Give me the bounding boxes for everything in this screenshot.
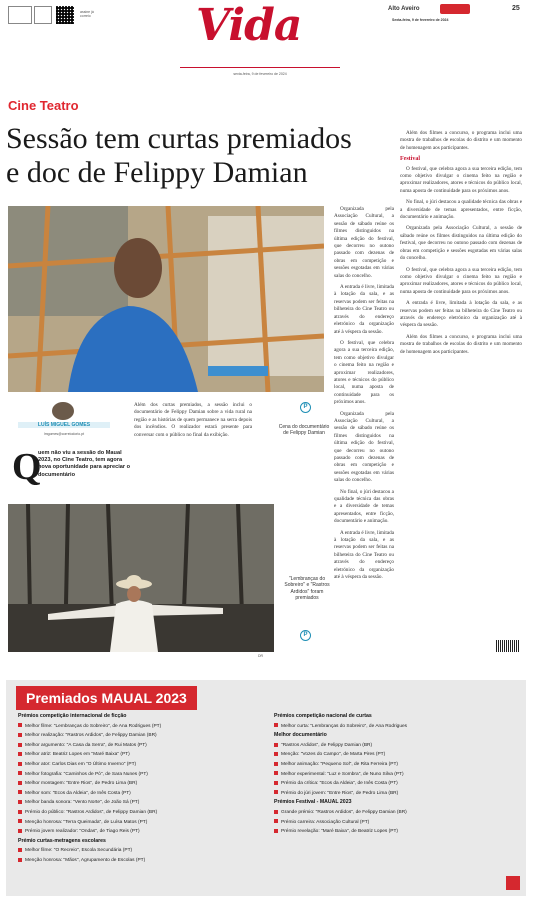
headline-line-1: Sessão tem curtas premiados (6, 122, 352, 155)
second-photo-illustration (8, 504, 274, 652)
column-4-footer-mark (496, 640, 520, 652)
awards-list-1 (18, 722, 268, 837)
awards-banner: Premiados MAUAL 2023 (16, 686, 197, 710)
section-title: Vida (196, 0, 302, 51)
author-avatar (52, 402, 74, 420)
second-photo (8, 504, 274, 652)
award-item: Melhor filme: "Lembranças do Sobreiro", de Ana Rodrigues (PT) (18, 722, 268, 732)
article-kicker: Cine Teatro (8, 98, 79, 113)
caption-1: Cena do documentário de Felippy Damian (278, 424, 330, 437)
award-item: Prémio do público: "Rastros Ardidos", de Felippy Damian (BR) (18, 808, 268, 818)
awards-list-2c (274, 808, 520, 837)
column-4-paragraph-g: Além dos filmes a concurso, o programa inclui uma mostra de trabalhos de escolas do distrito e um momento de homenagem aos participantes. (400, 333, 522, 355)
masthead-tagline: sexta-feira, 9 de fevereiro de 2024 (233, 72, 287, 76)
award-item: Melhor montagem: "Entre Rios", de Pedro Lima (BR) (18, 779, 268, 789)
column-3-paragraph-d: Organizada pela Associação Cultural, a sessão de sábado reúne os filmes distinguidos na última edição do festival, que decorreu no outono passado com dezenas de obras em competição e sessões esgotadas em várias salas do concelho. (334, 410, 394, 484)
main-photo-illustration (8, 206, 324, 392)
award-item: Prémio carreira: Associação Cultural (PT) (274, 818, 520, 828)
weather-box (8, 6, 32, 24)
article-column-4 (400, 130, 522, 634)
awards-column-2 (274, 712, 520, 882)
column-3-paragraph-e: No final, o júri destacou a qualidade técnica das obras e a diversidade de temas apresentados, entre ficção, documentário e animação. (334, 488, 394, 525)
awards-heading-2a: Prémios competição nacional de curtas (274, 713, 372, 719)
photo-credit: DR (258, 654, 264, 658)
awards-heading-2c: Prémios Festival - MAUAL 2023 (274, 799, 352, 806)
page-number: 25 (512, 5, 520, 12)
awards-heading-1: Prémios competição internacional de ficção (18, 713, 127, 719)
award-item: Melhor curta: "Lembranças do Sobreiro", de Ana Rodrigues (274, 722, 520, 732)
award-item: Melhor filme: "O Recreio", Escola Secundária (PT) (18, 846, 268, 856)
column-4-paragraph-f: A entrada é livre, limitada à lotação da sala, e as reservas podem ser feitas na bilheteira do Cine Teatro ou através do endereço eletrónico da organização até à véspera da sessão. (400, 300, 522, 329)
award-item: Prémio revelação: "Maré Baixa", de Beatriz Lopes (PT) (274, 827, 520, 837)
column-3-paragraph-f: A entrada é livre, limitada à lotação da sala, e as reservas podem ser feitas na bilheteira do Cine Teatro ou através do endereço eletrónico da organização até à véspera da sessão. (334, 529, 394, 581)
masthead-small-text: assine já correio (80, 10, 94, 18)
award-item: Melhor realização: "Rastros Ardidos", de Felippy Damian (BR) (18, 731, 268, 741)
award-item: Melhor experimental: "Luz e Sombra", de Nuno Silva (PT) (274, 770, 520, 780)
article-column-3 (334, 206, 394, 656)
award-item: Melhor atriz: Beatriz Lopes em "Maré Baixa" (PT) (18, 750, 268, 760)
award-item: Melhor fotografia: "Caminhos de Pó", de Sara Nunes (PT) (18, 770, 268, 780)
column-3-paragraph-a: Organizada pela Associação Cultural, a sessão de sábado reúne os filmes distinguidos na última edição do festival, que decorreu no outono passado com dezenas de obras em competição e sessões esgotadas em várias salas do concelho. (334, 206, 394, 279)
lead-text: uem não viu a sessão do Maual 2023, no Cine Teatro, tem agora nova oportunidade para apreciar o documentário (38, 450, 130, 478)
column-4-paragraph-a: Além dos filmes a concurso, o programa inclui uma mostra de trabalhos de escolas do distrito e um momento de homenagem aos participantes. (400, 130, 522, 151)
qr-code-icon (56, 6, 74, 24)
column-3-paragraph-b: A entrada é livre, limitada à lotação da sala, e as reservas podem ser feitas na bilheteira do Cine Teatro ou através do endereço eletrónico da organização até à véspera da sessão. (334, 284, 394, 335)
awards-heading-1b: Prémio curtas-metragens escolares (18, 837, 106, 844)
date-line: Sexta-feira, 9 de fevereiro de 2024 (392, 18, 449, 22)
mid-column-text: Além dos curtas premiados, a sessão inclui o documentário de Felippy Damian sobre a vida rural na região e as histórias de quem permanece na serra depois dos incêndios. O realizador estará presente para conversar com o público no final da exibição. (134, 402, 252, 438)
publication-name: Alto Aveiro (388, 6, 420, 12)
masthead-rule (180, 67, 340, 68)
awards-corner-mark (506, 876, 520, 890)
column-4-paragraph-e: O festival, que celebra agora a sua terceira edição, tem como objetivo divulgar o cinema feito na região e aproximar realizadores, atores e técnicos do público local, numa aposta de continuidade para os próximos anos. (400, 266, 522, 295)
lead-dropcap: Q (12, 446, 42, 488)
award-item: Melhor banda sonora: "Vento Norte", de João Sá (PT) (18, 798, 268, 808)
column-3-paragraph-c: O festival, que celebra agora a sua terceira edição, tem como objetivo divulgar o cinema feito na região e aproximar realizadores, atores e técnicos do público local, numa aposta de continuidade para os próximos anos. (334, 339, 394, 406)
publication-logo-icon (440, 4, 470, 14)
awards-list-1b (18, 846, 268, 865)
award-item: Prémio da crítica: "Ecos da Aldeia", de Inês Costa (PT) (274, 779, 520, 789)
caption-2: "Lembranças do Sobreiro" e "Rastros Ardidos" foram premiados (284, 576, 330, 602)
column-4-paragraph-d: Organizada pela Associação Cultural, a sessão de sábado reúne os filmes distinguidos na última edição do festival, que decorreu no outono passado com dezenas de obras em competição e sessões esgotadas em várias salas do concelho. (400, 225, 522, 262)
awards-column-1 (18, 712, 268, 892)
award-item: Menção honrosa: "Mãos", Agrupamento de Escolas (PT) (18, 856, 268, 866)
author-name: LUÍS MIGUEL GOMES (18, 422, 110, 428)
p-marker-icon-1: P (300, 402, 311, 413)
main-photo (8, 206, 324, 392)
award-item: Melhor ator: Carlos Dias em "O Último Inverno" (PT) (18, 760, 268, 770)
award-item: Prémio jovem realizador: "Ondas", de Tiago Reis (PT) (18, 827, 268, 837)
awards-list-2b (274, 741, 520, 799)
award-item: Melhor animação: "Pequeno Sol", de Rita Ferreira (PT) (274, 760, 520, 770)
award-item: Melhor argumento: "A Casa da Serra", de Rui Matos (PT) (18, 741, 268, 751)
awards-heading-2b: Melhor documentário (274, 732, 327, 739)
column-4-paragraph-b: O festival, que celebra agora a sua terceira edição, tem como objetivo divulgar o cinema feito na região e aproximar realizadores, atores e técnicos do público local, numa aposta de continuidade para os próximos anos. (400, 165, 522, 194)
award-item: "Rastros Ardidos", de Felippy Damian (BR) (274, 741, 520, 751)
edition-box (34, 6, 52, 24)
awards-box (6, 680, 526, 896)
headline-line-2: e doc de Felippy Damian (6, 156, 308, 189)
awards-list-2a (274, 722, 520, 732)
award-item: Menção honrosa: "Terra Queimada", de Luísa Matos (PT) (18, 818, 268, 828)
p-marker-icon-2: P (300, 630, 311, 641)
article-headline (6, 122, 426, 190)
award-item: Menção: "Vozes do Campo", de Marta Pires (PT) (274, 750, 520, 760)
column-4-subhead: Festival (400, 156, 420, 163)
column-4-paragraph-c: No final, o júri destacou a qualidade técnica das obras e a diversidade de temas apresentados, entre ficção, documentário e animação. (400, 199, 522, 221)
award-item: Prémio do júri jovem: "Entre Rios", de Pedro Lima (BR) (274, 789, 520, 799)
author-email: lmgomes@correiodorio.pt (43, 432, 85, 436)
award-item: Grande prémio: "Rastros Ardidos", de Felippy Damian (BR) (274, 808, 520, 818)
award-item: Melhor som: "Ecos da Aldeia", de Inês Costa (PT) (18, 789, 268, 799)
